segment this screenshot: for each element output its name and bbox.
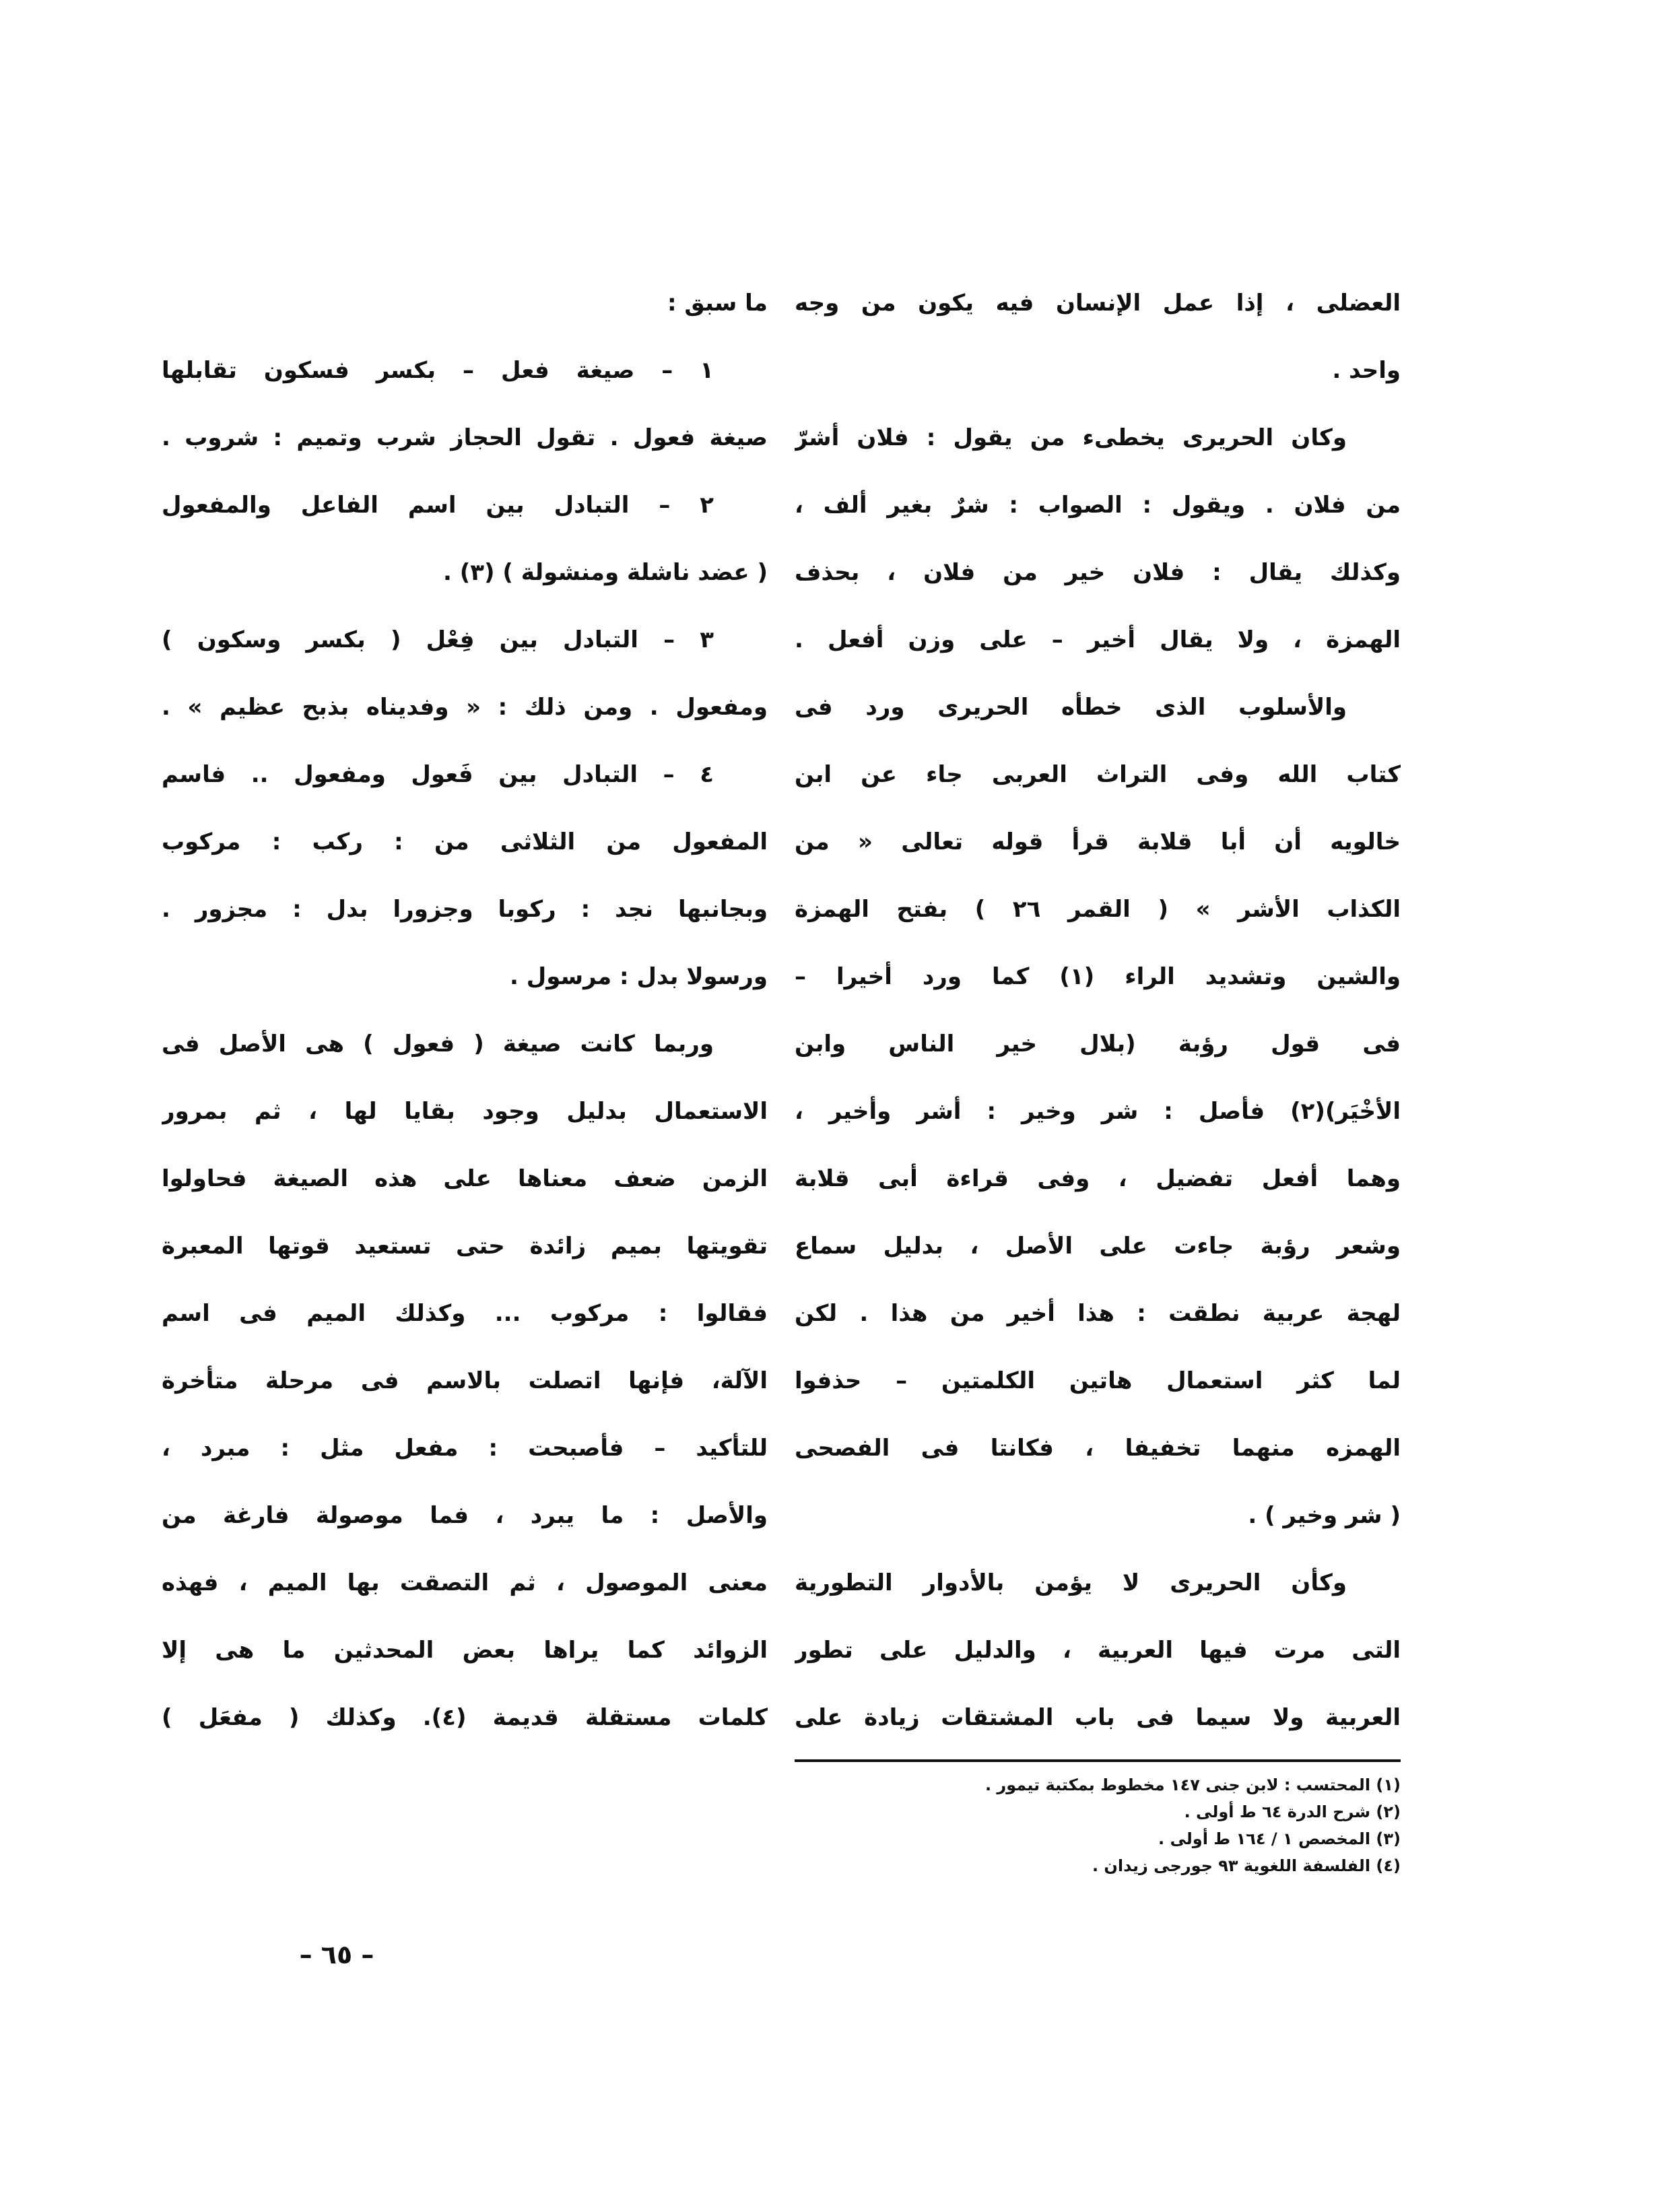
text-line: ورسولا بدل : مرسول . — [510, 963, 768, 990]
text-line: وربما كانت صيغة ( فعول ) هى الأصل فى — [162, 1031, 714, 1058]
text-line: الاستعمال بدليل وجود بقايا لها ، ثم بمرور — [162, 1098, 768, 1125]
list-item: ١ – صيغة فعل – بكسر فسكون تقابلها — [162, 357, 714, 384]
text-line: وشعر رؤبة جاءت على الأصل ، بدليل سماع — [795, 1233, 1401, 1260]
text-line: لهجة عربية نطقت : هذا أخير من هذا . لكن — [795, 1300, 1401, 1327]
text-line: ما سبق : — [667, 290, 768, 317]
text-line: تقويتها بميم زائدة حتى تستعيد قوتها المعبرة — [162, 1233, 768, 1260]
text-line: الكذاب الأشر » ( القمر ٢٦ ) بفتح الهمزة — [795, 896, 1401, 923]
text-line: وكأن الحريرى لا يؤمن بالأدوار التطورية — [795, 1569, 1347, 1596]
footnote: (١) المحتسب : لابن جنى ١٤٧ مخطوط بمكتبة تيمور . — [984, 1776, 1401, 1794]
text-line: كلمات مستقلة قديمة (٤). وكذلك ( مفعَل ) — [162, 1704, 768, 1731]
text-line: ومفعول . ومن ذلك : « وفديناه بذبح عظيم » . — [162, 694, 768, 721]
text-line: الهمزه منهما تخفيفا ، فكانتا فى الفصحى — [795, 1435, 1401, 1462]
footnote: (٣) المخصص ١ / ١٦٤ ط أولى . — [1158, 1829, 1401, 1848]
text-line: للتأكيد – فأصبحت : مفعل مثل : مبرد ، — [162, 1435, 768, 1462]
text-line: وبجانبها نجد : ركوبا وجزورا بدل : مجزور . — [162, 896, 768, 923]
list-item: ٤ – التبادل بين فَعول ومفعول .. فاسم — [162, 761, 714, 788]
text-line: والأسلوب الذى خطأه الحريرى ورد فى — [795, 694, 1347, 721]
text-line: المفعول من الثلاثى من : ركب : مركوب — [162, 828, 768, 855]
text-line: والأصل : ما يبرد ، فما موصولة فارغة من — [162, 1502, 768, 1529]
text-line: فقالوا : مركوب ... وكذلك الميم فى اسم — [162, 1300, 768, 1327]
page-number: – ٦٥ – — [299, 1940, 374, 1970]
text-line: وكان الحريرى يخطىء من يقول : فلان أشرّ — [795, 424, 1347, 451]
text-line: الزمن ضعف معناها على هذه الصيغة فحاولوا — [162, 1165, 768, 1192]
text-line: من فلان . ويقول : الصواب : شرٌ بغير ألف ، — [795, 492, 1401, 519]
text-line: العضلى ، إذا عمل الإنسان فيه يكون من وجه — [795, 290, 1401, 317]
text-line: الأخْيَر)(٢) فأصل : شر وخير : أشر وأخير ، — [795, 1098, 1401, 1125]
text-line: التى مرت فيها العربية ، والدليل على تطور — [795, 1637, 1401, 1664]
list-item: ٢ – التبادل بين اسم الفاعل والمفعول — [162, 492, 714, 519]
text-line: ( عضد ناشلة ومنشولة ) (٣) . — [442, 559, 768, 586]
text-column-left — [162, 269, 768, 1751]
text-line: الآلة، فإنها اتصلت بالاسم فى مرحلة متأخرة — [162, 1367, 768, 1394]
footnote: (٤) الفلسفة اللغوية ٩٣ جورجى زيدان . — [1092, 1856, 1401, 1875]
text-line: الزوائد كما يراها بعض المحدثين ما هى إلا — [162, 1637, 768, 1664]
text-line: وكذلك يقال : فلان خير من فلان ، بحذف — [795, 559, 1401, 586]
text-line: صيغة فعول . تقول الحجاز شرب وتميم : شروب . — [162, 424, 768, 451]
footnotes — [795, 1771, 1401, 1879]
text-line: العربية ولا سيما فى باب المشتقات زيادة على — [795, 1704, 1401, 1731]
text-column-right — [795, 269, 1401, 1751]
text-line: الهمزة ، ولا يقال أخير – على وزن أفعل . — [795, 626, 1401, 653]
text-line: واحد . — [1332, 357, 1401, 384]
text-line: معنى الموصول ، ثم التصقت بها الميم ، فهذه — [162, 1569, 768, 1596]
text-line: كتاب الله وفى التراث العربى جاء عن ابن — [795, 761, 1401, 788]
footnote-divider — [795, 1759, 1401, 1762]
text-line: فى قول رؤبة (بلال خير الناس وابن — [795, 1031, 1401, 1058]
list-item: ٣ – التبادل بين فِعْل ( بكسر وسكون ) — [162, 626, 714, 653]
text-line: وهما أفعل تفضيل ، وفى قراءة أبى قلابة — [795, 1165, 1401, 1192]
footnote: (٢) شرح الدرة ٦٤ ط أولى . — [1184, 1802, 1401, 1821]
text-line: لما كثر استعمال هاتين الكلمتين – حذفوا — [795, 1367, 1401, 1394]
text-line: خالويه أن أبا قلابة قرأ قوله تعالى « من — [795, 828, 1401, 855]
text-line: ( شر وخير ) . — [1248, 1502, 1401, 1529]
text-line: والشين وتشديد الراء (١) كما ورد أخيرا – — [795, 963, 1401, 990]
